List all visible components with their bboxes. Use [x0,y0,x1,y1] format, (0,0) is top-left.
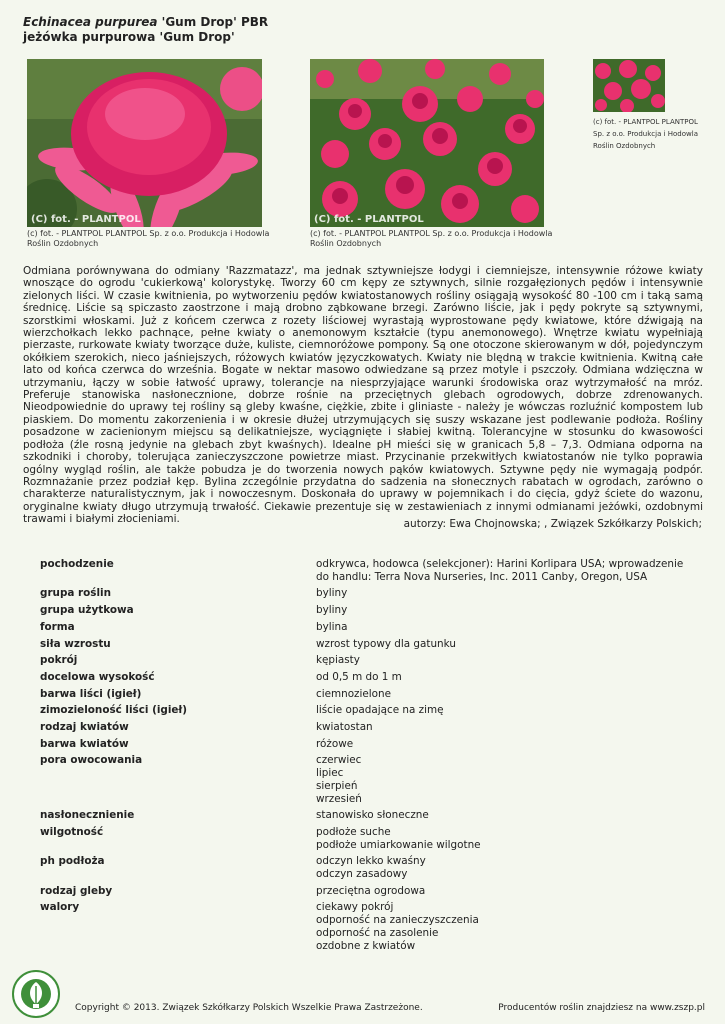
photo-watermark: (C) fot. - PLANTPOL [31,214,141,225]
attribute-value: lipiec [316,767,344,780]
attribute-key: pochodzenie [40,558,114,570]
producers-link[interactable]: Producentów roślin znajdziesz na www.zszp.pl [498,1003,705,1013]
attribute-row [36,688,696,705]
attribute-value: kwiatostan [316,721,373,734]
authors: autorzy: Ewa Chojnowska; , Związek Szkółkarzy Polskich; [403,518,702,530]
attribute-values [316,704,696,721]
photo-watermark: (C) fot. - PLANTPOL [314,214,424,225]
attribute-value: odczyn lekko kwaśny [316,855,426,868]
attribute-row [36,901,696,956]
attribute-value: ciekawy pokrój [316,901,394,914]
attribute-values [316,671,696,688]
attribute-value: odporność na zasolenie [316,926,439,939]
attribute-value: byliny [316,587,348,600]
attribute-values [316,558,696,587]
attribute-key: wilgotność [40,825,104,838]
attribute-row [36,809,696,826]
attribute-value: czerwiec [316,754,362,767]
attribute-key: siła wzrostu [40,637,111,650]
attribute-value: odkrywca, hodowca (selekcjoner): Harini Korlipara USA; wprowadzenie do handlu: Terra Nova Nurseries, Inc. 2011 Canby, Oregon, USA [316,558,684,583]
attribute-values [316,604,696,621]
photo-caption: (c) fot. - PLANTPOL PLANTPOL Sp. z o.o. Produkcja i Hodowla Roślin Ozdobnych [310,229,553,248]
attribute-values [316,901,696,956]
attribute-key: nasłonecznienie [40,809,135,822]
attribute-values [316,721,696,738]
attribute-value: kępiasty [316,654,360,667]
attribute-value: podłoże suche [316,825,391,838]
attribute-key: grupa roślin [40,587,111,600]
attribute-key: rodzaj kwiatów [40,721,129,734]
page-title [23,15,268,45]
attribute-values [316,855,696,884]
attribute-value: liście opadające na zimę [316,704,444,717]
association-logo [12,970,60,1018]
attribute-row [36,754,696,809]
attribute-key: docelowa wysokość [40,670,155,683]
attribute-value: różowe [316,737,354,750]
attribute-values [316,754,696,809]
attribute-values [316,738,696,755]
attribute-value: odporność na zanieczyszczenia [316,914,479,927]
attribute-values [316,654,696,671]
attribute-row [36,621,696,638]
attribute-value: sierpień [316,779,358,792]
attribute-value: od 0,5 m do 1 m [316,670,402,683]
attribute-row [36,738,696,755]
attribute-key: pokrój [40,654,78,667]
attribute-values [316,826,696,855]
flower-closeup-image [27,59,262,227]
attributes-table [36,558,696,956]
attribute-values [316,587,696,604]
polish-name: jeżówka purpurowa 'Gum Drop' [23,30,235,44]
photo-caption: (c) fot. - PLANTPOL PLANTPOL Sp. z o.o. Produkcja i Hodowla Roślin Ozdobnych [593,118,698,150]
attribute-values [316,621,696,638]
attribute-value: podłoże umiarkowanie wilgotne [316,838,481,851]
attribute-row [36,671,696,688]
attribute-key: walory [40,901,80,914]
photo-flower-bed [310,59,544,227]
attribute-row [36,721,696,738]
attribute-key: barwa liści (igieł) [40,687,142,700]
attribute-value: stanowisko słoneczne [316,809,429,822]
attribute-key: ph podłoża [40,855,105,868]
photo-flower-thumb [593,59,665,112]
attribute-value: wzrost typowy dla gatunku [316,637,456,650]
attribute-row [36,638,696,655]
attribute-key: barwa kwiatów [40,737,129,750]
attribute-value: ciemnozielone [316,687,392,700]
attribute-key: pora owocowania [40,754,143,767]
attribute-row [36,604,696,621]
attribute-row [36,587,696,604]
attribute-value: przeciętna ogrodowa [316,884,426,897]
attribute-values [316,885,696,902]
attribute-key: zimozieloność liści (igieł) [40,704,188,717]
attribute-values [316,809,696,826]
latin-name: Echinacea purpurea [23,15,158,29]
flower-bed-image [310,59,544,227]
plant-description: Odmiana porównywana do odmiany 'Razzmatazz', ma jednak sztywniejsze łodygi i ciemniejsze, intensywnie różowe kwiaty wnoszące do ogrodu 'cukierkową' kolorystykę. Tworzy 60 cm kępy ze sztywnych, silnie rozgałęzionych pędów i intensywnie zielonych liści. W czasie kwitnienia, po wytworzeniu pędów kwiatostanowych rośliny osiągają wysokość 80 -100 cm i taką samą średnicę. Liście są spiczasto zaostrzone i mają drobno ząbkowane brzegi. Zarówno liście, jak i pędy pokryte są sztywnymi, szorstkimi włoskami. Już z końcem czerwca z rozety liściowej wyrastają wyprostowane pędy kwiatowe, które dźwigają na wierzchołkach lekko pachnące, pełne kwiaty o anemonowym kształcie (typu anemonowego). Wnętrze kwiatu wypełniają pierzaste, rurkowate kwiaty tworzące duże, kuliste, ciemnoróżowe pompony. Są one otoczone skierowanym w dół, pojedynczym okółkiem szerokich, nieco jaśniejszych, różowych kwiatów języczkowatych. Kwiaty nie blędną w trakcie kwitnienia. Kwitną całe lato od końca czerwca do września. Bogate w nektar masowo odwiedzane są przez motyle i pszczoły. Odmiana wdzięczna w utrzymaniu, łączy w sobie łatwość uprawy, tolerancje na niesprzyjające warunki środowiska oraz wytrzymałość na mróz. Preferuje stanowiska nasłonecznione, dobrze rośnie na przeciętnych glebach ogrodowych, dobrze zdrenowanych. Nieodpowiednie do uprawy tej rośliny są gleby kwaśne, ciężkie, zbite i gliniaste - należy je wówczas rozluźnić kompostem lub piaskiem. Do momentu zakorzenienia i w okresie dłużej utrzymujących się suszy wskazane jest podlewanie podłoża. Rośliny posadzone w zacienionym miejscu są delikatniejsze, wyciągnięte i słabiej kwitną. Tolerancyjne w stosunku do kwasowości podłoża (źle rosną jedynie na glebach zbyt kwaśnych). Idealne pH mieści się w granicach 5,8 – 7,3. Odmiana odporna na szkodniki i choroby, tolerująca zanieczyszczone powietrze miast. Przycinanie przekwitłych kwiatostanów nie tylko poprawia ogólny wygląd roślin, ale także pobudza je do tworzenia nowych pąków kwiatowych. Sztywne pędy nie wymagają podpór. Rozmnażanie przez podział kęp. Bylina zczególnie przydatna do sadzenia na słonecznych rabatach w ogrodach, zarówno o charakterze naturalistycznym, jak i nowoczesnym. Doskonała do uprawy w pojemnikach i do cięcia, gdyż ściete do wazonu, oryginalne kwiaty długo utrzymują trwałość. Ciekawie prezentuje się w zestawieniach z innymi odmianami jeżówki, ozdobnymi trawami i białymi złocieniami. [23,265,703,526]
attribute-value: bylina [316,620,348,633]
attribute-row [36,654,696,671]
attribute-value: ozdobne z kwiatów [316,939,416,952]
copyright: Copyright © 2013. Związek Szkółkarzy Polskich Wszelkie Prawa Zastrzeżone. [75,1003,423,1013]
attribute-value: wrzesień [316,792,362,805]
attribute-row [36,704,696,721]
attribute-row [36,885,696,902]
flower-thumb-image [593,59,665,112]
attribute-value: byliny [316,604,348,617]
photo-caption: (c) fot. - PLANTPOL PLANTPOL Sp. z o.o. Produkcja i Hodowla Roślin Ozdobnych [27,229,270,248]
attribute-values [316,638,696,655]
attribute-key: grupa użytkowa [40,604,134,617]
attribute-values [316,688,696,705]
attribute-row [36,855,696,884]
photo-flower-closeup [27,59,262,227]
attribute-key: forma [40,620,75,633]
cultivar-name: 'Gum Drop' PBR [157,15,269,29]
attribute-value: odczyn zasadowy [316,868,408,881]
attribute-row [36,558,696,587]
attribute-key: rodzaj gleby [40,884,113,897]
attribute-row [36,826,696,855]
